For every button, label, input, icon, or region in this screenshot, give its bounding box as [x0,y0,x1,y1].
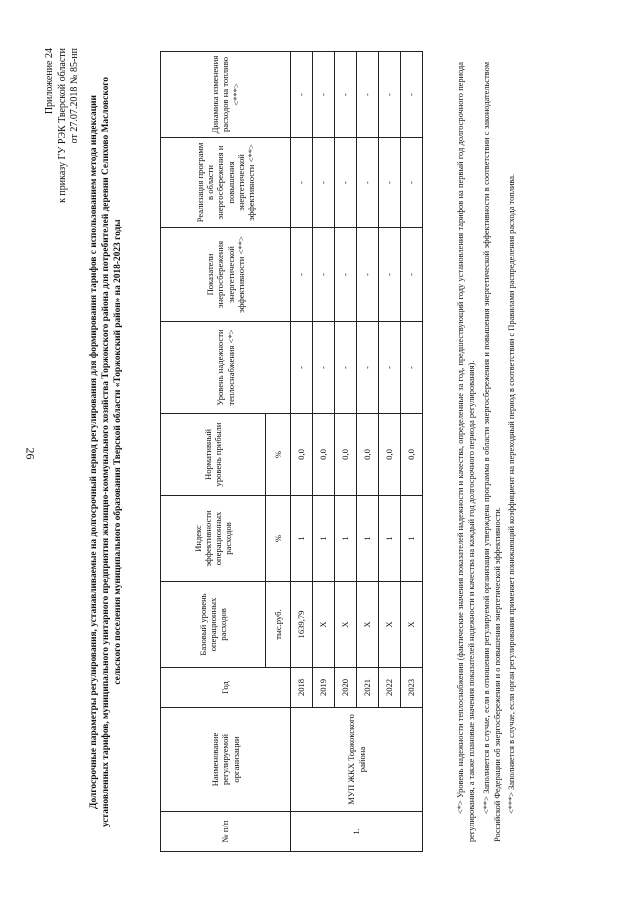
appendix-order: к приказу ГУ РЭК Тверской области [56,48,67,203]
unit-index: % [265,496,290,582]
cell-energy: - [334,228,356,322]
cell-energy: - [356,228,378,322]
cell-energy: - [378,228,400,322]
cell-base: X [378,582,400,668]
footnote-fuel: <***> Заполняется в случае, если орган регулирования применяет понижающий коэффициент на переходный период в соответствии с Правилами распределения расхода топлива. [506,173,516,814]
parameters-table [160,51,423,852]
cell-program: - [400,138,422,228]
unit-base: тыс.руб. [265,582,290,668]
cell-year: 2019 [312,668,334,708]
cell-energy: - [312,228,334,322]
cell-index: 1 [400,496,422,582]
cell-reliability: - [334,322,356,414]
cell-year: 2022 [378,668,400,708]
footnotes [455,62,521,842]
page-number: 26 [23,447,38,460]
cell-dynamics: - [378,52,400,138]
cell-program: - [290,138,312,228]
cell-dynamics: - [334,52,356,138]
cell-program: - [334,138,356,228]
cell-index: 1 [312,496,334,582]
footnote-reliability: <*> Уровень надежности теплоснабжения (фактические значения показателей надежности и качества, определенные за год, предшествующий году установления тарифов на первый год долгосрочного периода регулирования, а также плановые значения показателей надежности и качества на каждый год долгосрочного периода регулирования). [455,62,476,842]
cell-reliability: - [400,322,422,414]
header-base: Базовый уровень операционных расходов [160,582,265,668]
cell-index: 1 [378,496,400,582]
cell-dynamics: - [312,52,334,138]
cell-energy: - [290,228,312,322]
table-row [290,52,312,852]
header-program: Реализация программ в области энергосбережения и повышения энергетической эффективности <**> [160,138,290,228]
cell-profit: 0,0 [312,414,334,496]
cell-year: 2023 [400,668,422,708]
cell-program: - [378,138,400,228]
header-year: Год [160,668,290,708]
footnote-energy-program: <**> Заполняется в случае, если в отношении регулируемой организации утверждена программа в области энергосбережения и повышения энергетической эффективности в соответствии с законодательством Российской Федерации об энергосбережении и о повышении энергетической эффективности. [481,62,502,842]
cell-reliability: - [356,322,378,414]
cell-year: 2020 [334,668,356,708]
cell-reliability: - [290,322,312,414]
header-profit: Нормативный уровень прибыли [160,414,265,496]
cell-profit: 0,0 [378,414,400,496]
cell-profit: 0,0 [334,414,356,496]
cell-index: 1 [290,496,312,582]
row-number: 1. [290,812,422,852]
cell-index: 1 [334,496,356,582]
cell-base: X [312,582,334,668]
cell-dynamics: - [290,52,312,138]
cell-profit: 0,0 [400,414,422,496]
cell-dynamics: - [356,52,378,138]
header-reliability: Уровень надежности теплоснабжения <*> [160,322,290,414]
appendix-date: от 27.07.2018 № 85-нп [68,48,80,144]
cell-program: - [356,138,378,228]
cell-year: 2021 [356,668,378,708]
cell-energy: - [400,228,422,322]
cell-profit: 0,0 [290,414,312,496]
header-dynamics: Динамика изменения расходов на топливо <***> [160,52,290,138]
cell-program: - [312,138,334,228]
unit-profit: % [265,414,290,496]
header-num: № п/п [160,812,290,852]
cell-base: X [356,582,378,668]
document-sheet [40,42,600,862]
cell-profit: 0,0 [356,414,378,496]
cell-base: X [334,582,356,668]
cell-base: X [400,582,422,668]
cell-reliability: - [312,322,334,414]
org-name: МУП ЖКХ Торжокского района [290,708,422,812]
cell-reliability: - [378,322,400,414]
header-energy-indicators: Показатели энергосбережения энергетической эффективности <**> [160,228,290,322]
header-index: Индекс эффективности операционных расходов [160,496,265,582]
appendix-header [44,48,82,203]
appendix-number: Приложение 24 [43,48,55,115]
document-title: Долгосрочные параметры регулирования, устанавливаемые на долгосрочный период регулирования для формирования тарифов с использованием метода индексации установленных тарифов, муниципального унитарного предприятия жилищно-коммунального хозяйства Торжокского района для потребителей деревни Селихово Масловского сельского поселения муниципального образования Тверской области «Торжокский район» на 2018-2023 годы [88,77,123,827]
cell-year: 2018 [290,668,312,708]
header-org: Наименование регулируемой организации [160,708,290,812]
cell-dynamics: - [400,52,422,138]
cell-base: 1639,79 [290,582,312,668]
cell-index: 1 [356,496,378,582]
